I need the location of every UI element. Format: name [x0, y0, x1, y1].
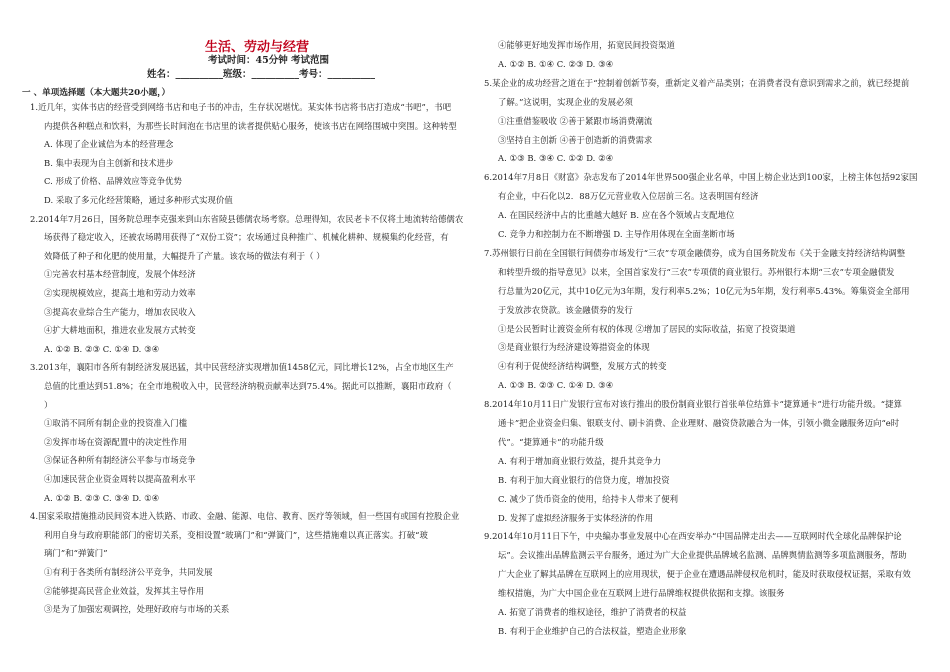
question-line: ④扩大耕地面积，推进农业发展方式转变 [44, 325, 196, 336]
question-line: 和转型升级的指导意见》以来，全国首家发行“三农”专项债的商业银行。苏州银行本期“三农”专项金融债发 [498, 266, 895, 277]
question-line: 2.2014年7月26日，国务院总理李克强来到山东省陵县德儒农场考察。总理得知，农民老卡不仅将土地流转给德儒农 [30, 213, 464, 224]
question-line: ②发挥市场在资源配置中的决定性作用 [44, 436, 188, 447]
question-line: ③是为了加强宏观调控，处理好政府与市场的关系 [44, 604, 230, 615]
student-info-line: 姓名：__________班级：__________考号：__________ [147, 69, 376, 80]
question-line: ①完善农村基本经营制度，发展个体经济 [44, 269, 196, 280]
exam-time-line: 考试时间：45分钟 考试范围 [208, 55, 330, 66]
question-line: 3.2013年，襄阳市各所有制经济发展迅猛，其中民营经济实现增加值1458亿元，同比增长12%，占全市地区生产 [30, 362, 454, 373]
question-line: ④加速民营企业资金周转以提高盈利水平 [44, 474, 196, 484]
question-line: 1.近几年，实体书店的经营受到网络书店和电子书的冲击，生存状况堪忧。某实体书店将书店打造成“书吧”，书吧 [30, 102, 452, 112]
question-line: A. ①② B. ②③ C. ①④ D. ③④ [44, 343, 160, 354]
question-line: ） [44, 399, 53, 410]
question-line: 效降低了种子和化肥的使用量，大幅提升了产量。该农场的做法有利于（ ） [44, 250, 325, 261]
question-line: 于发放涉农贷款。该金融债券的发行 [498, 304, 633, 315]
question-line: ③提高农业综合生产能力，增加农民收入 [44, 306, 196, 317]
question-line: ①有利于各类所有制经济公平竞争，共同发展 [44, 567, 213, 577]
question-line: B. 有利于加大商业银行的信贷力度，增加投资 [498, 474, 670, 485]
question-line: 场获得了稳定收入，还被农场聘用获得了“双份工资”；农场通过良种推广、机械化耕种、规模集约化经营，有 [44, 232, 449, 243]
question-line: ①是公民暂时让渡资金所有权的体现 ②增加了居民的实际收益，拓宽了投资渠道 [498, 323, 796, 334]
question-line: 5.某企业的成功经营之道在于“控制着创新节奏，重新定义着产品类别；在消费者没有意识到需求之前，就已经提前 [484, 77, 910, 88]
question-line: 有企业，中石化以2．88万亿元营业收入位居前三名。这表明国有经济 [498, 191, 759, 202]
question-line: 4.国家采取措施推动民间资本进入铁路、市政、金融、能源、电信、教育、医疗等领域，但一些国有或国有控股企业 [30, 511, 460, 522]
question-line: ④能够更好地发挥市场作用，拓宽民间投资渠道 [498, 40, 675, 50]
question-line: D. 采取了多元化经营策略，通过多种形式实现价值 [44, 195, 233, 205]
question-line: 代”。“捷算通卡”的功能升级 [498, 436, 604, 447]
question-line: B. 有利于企业维护自己的合法权益，塑造企业形象 [498, 625, 687, 636]
question-line: B. 集中表现为自主创新和技术进步 [44, 157, 174, 168]
question-line: D. 发挥了虚拟经济服务于实体经济的作用 [498, 512, 654, 523]
question-line: A. ①③ B. ③④ C. ①② D. ②④ [498, 153, 614, 164]
question-line: 坛”。会议推出品牌监测云平台服务，通过为广大企业提供品牌域名监测、品牌舆情监测等多项监测服务，帮助 [498, 550, 907, 561]
question-line: ①取消不同所有制企业的投资准入门槛 [44, 418, 188, 429]
question-line: 9.2014年10月11日下午，中央编办事业发展中心在西安举办“中国品牌走出去——互联网时代全球化品牌保护论 [484, 531, 902, 542]
question-line: 内提供各种糕点和饮料，为那些长时间泡在书店里的读者提供贴心服务，使该书店在网络围城中突围。这种转型 [44, 120, 457, 131]
question-line: 广大企业了解其品牌在互联网上的应用现状，便于企业在遭遇品牌侵权危机时，能及时获取侵权证据，采取有效 [498, 569, 911, 580]
question-line: A. ①③ B. ②③ C. ①④ D. ③④ [498, 380, 614, 391]
question-line: 6.2014年7月8日《财富》杂志发布了2014年世界500强企业名单，中国上榜企业达到100家，上榜主体包括92家国 [484, 172, 918, 183]
question-line: A. 拓宽了消费者的维权途径，维护了消费者的权益 [498, 607, 687, 617]
question-line: 总值的比重达到51.8%；在全市地税收入中，民营经济纳税贡献率达到75.4%。据此可以推断，襄阳市政府（ [44, 381, 452, 391]
question-line: A. 体现了企业诚信为本的经营理念 [44, 139, 174, 150]
question-line: C. 减少了货币资金的使用，给持卡人带来了便利 [498, 493, 679, 504]
question-line: 通卡”把企业资金归集、银联支付、刷卡消费、企业理财、融资贷款融合为一体，引领小微金融服务迈向“e时 [498, 418, 900, 428]
question-line: 行总量为20亿元，其中10亿元为3年期，发行利率5.2%；10亿元为5年期，发行利率5.43%。筹集资金全部用 [498, 285, 910, 296]
question-line: ③保证各种所有制经济公平参与市场竞争 [44, 455, 196, 466]
question-line: ③是商业银行为经济建设筹措资金的体现 [498, 342, 650, 353]
question-line: ②实现规模效应，提高土地和劳动力效率 [44, 288, 196, 298]
question-line: A. 有利于增加商业银行效益，提升其竞争力 [498, 455, 662, 466]
question-line: 了解。”这说明，实现企业的发展必须 [498, 96, 633, 107]
question-line: ①注重借鉴吸收 ②善于紧跟市场消费潮流 [498, 115, 653, 126]
section-title: 一 、单项选择题（本大题共20小题，） [22, 88, 171, 98]
question-line: A. ①② B. ①④ C. ②③ D. ③④ [498, 58, 614, 69]
question-line: 维权措施，为广大中国企业在互联网上进行品牌维权提供依据和支撑。该服务 [498, 588, 785, 599]
question-line: C. 竞争力和控制力在不断增强 D. 主导作用体现在全面垄断市场 [498, 229, 735, 239]
question-line: ④有利于促使经济结构调整，发展方式的转变 [498, 361, 667, 372]
question-line: 8.2014年10月11日广发银行宣布对该行推出的股份制商业银行首张单位结算卡“捷算通卡”进行功能升级。“捷算 [484, 399, 902, 410]
question-line: 利用自身与政府职能部门的密切关系，变相设置“玻璃门”和“弹簧门”，这些措施难以真正落实。打破“玻 [44, 529, 428, 540]
question-line: A. 在国民经济中占的比重越大越好 B. 应在各个领域占支配地位 [498, 210, 735, 221]
question-line: ③坚持自主创新 ④善于创造新的消费需求 [498, 134, 653, 145]
question-line: A. ①② B. ②③ C. ③④ D. ①④ [44, 492, 160, 503]
question-line: C. 形成了价格、品牌效应等竞争优势 [44, 176, 182, 187]
question-line: 7.苏州银行日前在全国银行间债券市场发行“三农”专项金融债券，成为自国务院发布《关于金融支持经济结构调整 [484, 247, 906, 258]
question-line: 璃门”和“弹簧门” [44, 548, 108, 559]
exam-title: 生活、劳动与经营 [205, 40, 310, 55]
question-line: ②能够提高民营企业效益，发挥其主导作用 [44, 585, 205, 596]
